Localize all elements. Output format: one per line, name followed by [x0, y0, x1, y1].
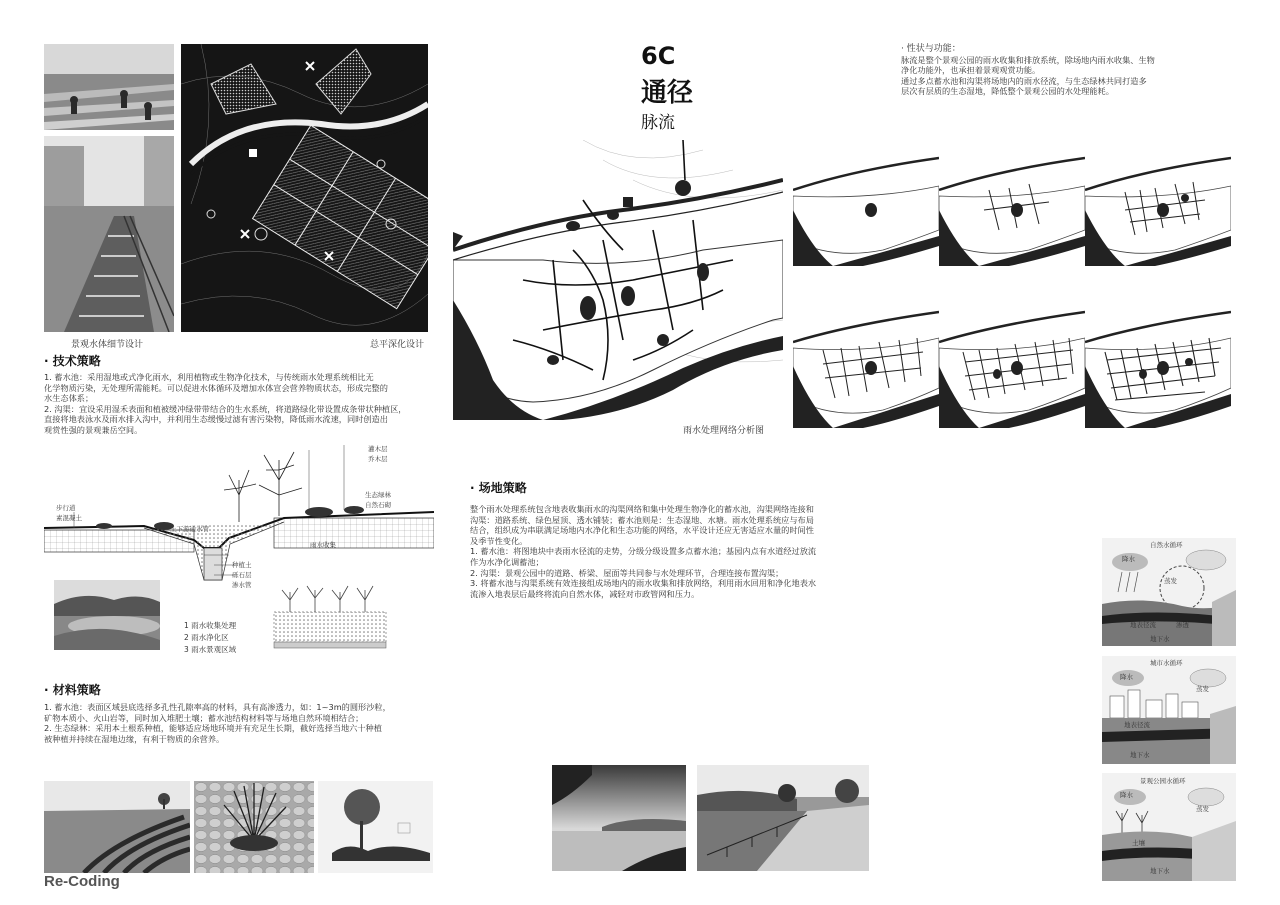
section-label: 素混凝土	[56, 514, 82, 522]
section-label: 自然石砌	[365, 501, 391, 509]
section-label: 种植土	[232, 561, 252, 569]
section-label: 上下游通水管	[170, 525, 209, 533]
legend-item: 1 雨水收集处理	[184, 621, 237, 630]
section-label: 生态绿林	[365, 491, 391, 499]
master-plan-drawing	[181, 44, 428, 332]
photo-terraced-field	[44, 781, 190, 873]
section-label: 砾石层	[232, 571, 252, 579]
legend-item: 3 雨水景观区域	[184, 645, 237, 654]
status-line: 脉流是整个景观公园的雨水收集和排放系统，除场地内雨水收集、生物	[901, 54, 1155, 65]
tech-strategy-text	[44, 372, 432, 436]
site-line: 及季节性变化。	[470, 535, 528, 546]
photo-lakeside-road	[697, 765, 869, 871]
caption-master-plan: 总平深化设计	[370, 340, 425, 350]
section-label: 雨水收集	[310, 541, 336, 549]
photo-grass-pebbles	[194, 781, 314, 873]
material-line: 被种植并持续在湿地边缘，有利于物质的余营养。	[44, 733, 225, 744]
tech-line: 直接将地表泳水及雨水排入沟中，并利用生态缓慢过滤有害污染物，降低雨水流速，同时创造出	[44, 414, 388, 425]
project-subtitle: 脉流	[641, 113, 675, 133]
status-function-block	[901, 44, 1246, 97]
cycle-top-label: 降水	[1122, 555, 1135, 563]
section-label: 乔木层	[368, 455, 388, 463]
site-line: 结合，组织成为串联满足场地内水净化和生态功能的网络，水平设计还应无害适应水量的时间性	[470, 525, 814, 536]
cycle-top-label: 地表径流	[1130, 621, 1156, 629]
cycle-middle-label: 地表径流	[1124, 721, 1150, 729]
network-stage-map-2	[939, 140, 1085, 266]
material-strategy-text	[44, 702, 434, 744]
tech-strategy-heading: · 技术策略	[44, 354, 101, 368]
cycle-bottom-label: 地下水	[1150, 867, 1170, 875]
section-label: 灌木层	[368, 445, 388, 453]
photo-canal-street	[44, 136, 174, 332]
tech-line: 1. 蓄水池：采用湿地或式净化雨水，利用植物或生物净化技术，与传统雨水处理系统相比无	[44, 372, 374, 382]
site-line: 流渗入地表层后最终将流向自然水体，减轻对市政管网和压力。	[470, 588, 700, 599]
tech-line: 2. 沟渠：宜设采用湿禾表面和植被缓冲绿带带结合的生水系统，将道路绿化带设置成条带状种植区，	[44, 403, 407, 414]
network-stage-map-1	[793, 140, 939, 266]
site-strategy-heading: · 场地策略	[470, 481, 527, 495]
site-line: 3. 将蓄水池与沟渠系统有效连接组成场地内的雨水收集和排放网络，利用雨水回用和净化地表水	[470, 578, 817, 589]
cycle-top-label: 渗透	[1176, 621, 1189, 629]
material-strategy-heading: · 材料策略	[44, 683, 101, 697]
tech-line: 观赏性强的景观兼岳空间。	[44, 424, 143, 435]
site-line: 2. 沟渠：景观公园中的道路、桥梁、屋面等共同参与水处理环节，合理连接布置沟渠；	[470, 567, 784, 578]
tech-line: 化学物质污染，无处理所需能耗。可以促进水体循环及增加水体宣会营养物质状态，形成完整的	[44, 382, 388, 393]
status-line: 净化功能外，也承担着景观观赏功能。	[901, 65, 1041, 76]
caption-water-detail: 景观水体细节设计	[71, 340, 144, 350]
status-line: 通过多点蓄水池和沟渠将场地内的雨水径流，与生态绿林共同打造多	[901, 75, 1147, 86]
cycle-bottom-label: 土壤	[1132, 839, 1145, 847]
cycle-top-title: 自然水循环	[1150, 541, 1183, 549]
cycle-bottom-label: 降水	[1120, 791, 1133, 799]
status-function-heading: · 性状与功能：	[901, 44, 961, 54]
network-stage-map-4	[793, 302, 939, 428]
cycle-bottom-label: 蒸发	[1196, 805, 1209, 813]
site-strategy-text	[470, 504, 862, 599]
planting-detail-drawing	[270, 582, 390, 652]
site-line: 沟渠：道路系统、绿色屋顶、透水铺装；蓄水池则是：生态湿地、水塘。雨水处理系统应与布局	[470, 514, 814, 525]
network-stage-map-6	[1085, 302, 1231, 428]
cycle-middle-label: 蒸发	[1196, 685, 1209, 693]
cycle-middle-label: 地下水	[1130, 751, 1150, 759]
photo-coastal-hill	[552, 765, 686, 871]
cycle-bottom-title: 景观公园水循环	[1140, 777, 1186, 785]
section-label: 步行道	[56, 504, 76, 512]
site-line: 1. 蓄水池：将图地块中表雨水径流的走势，分级分级设置多点蓄水池；基园内点有水道经过放流	[470, 546, 817, 557]
site-line: 整个雨水处理系统包含地表收集雨水的沟渠网络和集中处理生物净化的蓄水池，沟渠网络连接和	[470, 504, 814, 514]
photo-wetland-pond	[54, 580, 160, 650]
network-stage-map-3	[1085, 140, 1231, 266]
project-code: 6C	[641, 42, 676, 70]
cycle-middle-title: 城市水循环	[1150, 659, 1183, 667]
project-title: 通径	[641, 78, 694, 108]
cycle-middle-label: 降水	[1120, 673, 1133, 681]
legend-item: 2 雨水净化区	[184, 633, 229, 642]
section-label: 渗水管	[232, 581, 252, 589]
material-line: 1. 蓄水池：表面区域县底选择多孔性孔隙率高的材料，具有高渗透力，如：1~3m的圆形沙粒，	[44, 702, 391, 712]
network-stage-map-5	[939, 302, 1085, 428]
site-line: 作为水净化调蓄池；	[470, 556, 544, 567]
brand-logo-text: Re-Coding	[44, 873, 120, 890]
rainwater-network-map	[453, 140, 783, 420]
cycle-top-label: 地下水	[1150, 635, 1170, 643]
photo-steps-people	[44, 44, 174, 130]
material-line: 矿物本质小、火山岩等，同时加入堆肥土壤；蓄水池结构材料等与场地自然环境相结合；	[44, 712, 364, 723]
tech-line: 水生态体系；	[44, 393, 94, 404]
photo-tree-planting	[318, 781, 433, 873]
caption-network-analysis: 雨水处理网络分析图	[683, 426, 765, 436]
cycle-top-label: 蒸发	[1164, 577, 1177, 585]
material-line: 2. 生态绿林：采用本土根系种植，能够适应场地环境并有充足生长期，截好选择当地六十种植	[44, 723, 382, 734]
status-line: 层次有层质的生态湿地，降低整个景观公园的水处理能耗。	[901, 86, 1114, 97]
section-legend	[184, 620, 236, 656]
